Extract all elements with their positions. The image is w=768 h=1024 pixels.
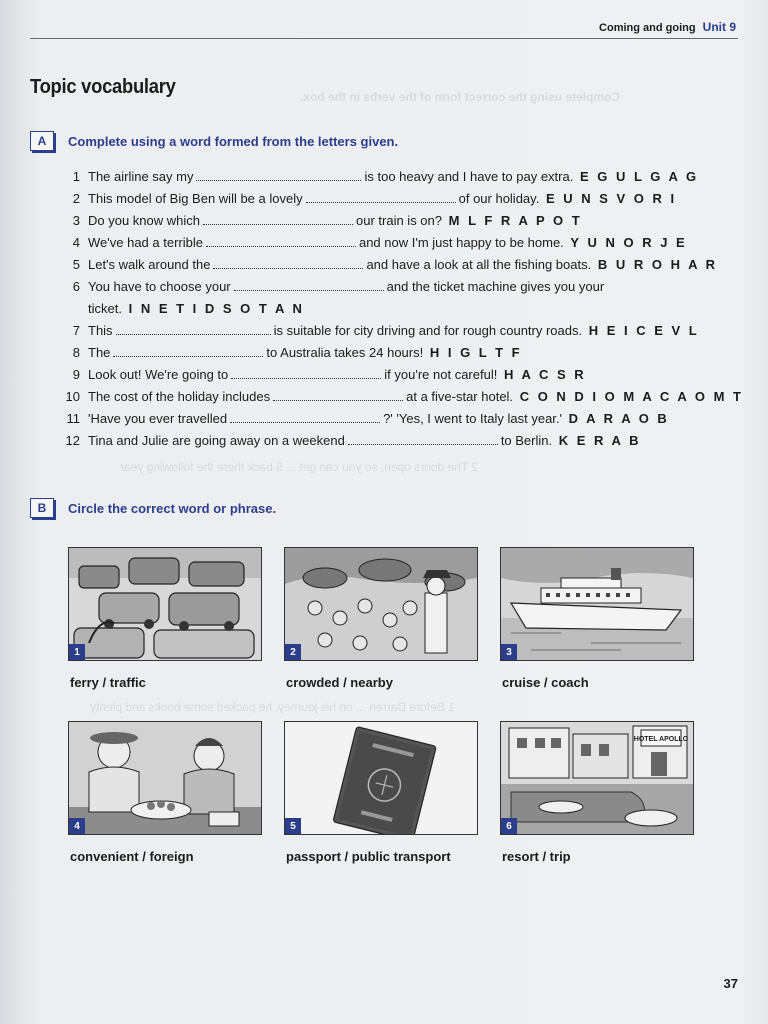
anagram-letters: E G U L G A G [579, 169, 699, 184]
anagram-letters: D A R A O B [568, 411, 670, 426]
section-a-instruction: Complete using a word formed from the letters given. [68, 133, 399, 149]
item-text-after: ?' 'Yes, I went to Italy last year.' [383, 411, 563, 426]
exercise-item-5 [60, 254, 740, 276]
picture-3-caption[interactable]: cruise / coach [502, 675, 589, 690]
anagram-letters: Y U N O R J E [570, 235, 688, 250]
item-text-after: of our holiday. [458, 191, 540, 206]
picture-4-caption[interactable]: convenient / foreign [70, 849, 194, 864]
picture-2-caption[interactable]: crowded / nearby [286, 675, 393, 690]
exercise-item-8 [60, 342, 740, 364]
page-title: Topic vocabulary [30, 76, 176, 98]
answer-blank[interactable] [196, 170, 361, 181]
anagram-letters: C O N D I O M A C A O M T [519, 389, 744, 404]
item-number: 1 [72, 169, 80, 184]
answer-blank[interactable] [116, 324, 271, 335]
item-text-before: Let's walk around the [88, 257, 211, 272]
item-text-before: The airline say my [88, 169, 194, 184]
item-number: 2 [72, 191, 80, 206]
answer-blank[interactable] [230, 412, 380, 423]
item-number: 12 [65, 433, 80, 448]
traffic-jam-illustration [69, 548, 261, 660]
item-text-after: is too heavy and I have to pay extra. [364, 169, 574, 184]
item-text-before: This [88, 323, 113, 338]
item-text-after: and the ticket machine gives you your [386, 279, 605, 294]
exercise-item-3 [60, 210, 740, 232]
item-text-before: You have to choose your [88, 279, 231, 294]
picture-6 [500, 721, 694, 835]
item-text-after: and now I'm just happy to be home. [358, 235, 564, 250]
anagram-letters: B U R O H A R [597, 257, 718, 272]
exercise-item-6 [60, 276, 740, 298]
item-text-before: This model of Big Ben will be a lovely [88, 191, 303, 206]
item-text-before: The [88, 345, 111, 360]
answer-blank[interactable] [206, 236, 356, 247]
section-b-heading [30, 498, 276, 518]
picture-number: 6 [501, 818, 517, 834]
item-number: 10 [65, 389, 80, 404]
answer-blank[interactable] [231, 368, 381, 379]
item-text-before: Look out! We're going to [88, 367, 229, 382]
passport-illustration [285, 722, 477, 834]
item-text-after: at a five-star hotel. [406, 389, 514, 404]
anagram-letters: E U N S V O R I [545, 191, 677, 206]
item-number: 5 [72, 257, 80, 272]
item-text-after: is suitable for city driving and for rough country roads. [273, 323, 583, 338]
anagram-letters: H A C S R [503, 367, 587, 382]
show-through-text: 2 The doors open, so you can get ... 5 back there the following year [120, 460, 479, 474]
exercise-item-9 [60, 364, 740, 386]
item-number: 6 [72, 279, 80, 294]
running-head-section: Coming and going [599, 22, 696, 34]
page-number: 37 [723, 976, 738, 991]
crowded-beach-illustration [285, 548, 477, 660]
picture-5-caption[interactable]: passport / public transport [286, 849, 451, 864]
answer-blank[interactable] [306, 192, 456, 203]
item-number: 4 [72, 235, 80, 250]
picture-6-caption[interactable]: resort / trip [502, 849, 571, 864]
picture-number: 5 [285, 818, 301, 834]
item-number: 7 [72, 323, 80, 338]
picture-5 [284, 721, 478, 835]
item-number: 9 [72, 367, 80, 382]
exercise-item-10 [60, 386, 744, 408]
hotel-sign: HOTEL APOLLO [633, 736, 689, 743]
exercise-item-7 [60, 320, 740, 342]
item-text-before: The cost of the holiday includes [88, 389, 271, 404]
item-text-after: to Australia takes 24 hours! [266, 345, 424, 360]
item-text-after: to Berlin. [500, 433, 553, 448]
item-number: 11 [66, 411, 80, 426]
answer-blank[interactable] [273, 390, 403, 401]
item-text-before: Do you know which [88, 213, 200, 228]
show-through-text: 1 Before Darren ... on his journey, he packed some books and plenty [90, 700, 455, 714]
answer-blank[interactable] [113, 346, 263, 357]
item-text-after: and have a look at all the fishing boats. [366, 257, 592, 272]
show-through-text: Complete using the correct form of the verbs in the box. [300, 90, 621, 104]
item-text-after: if you're not careful! [384, 367, 498, 382]
item-text-before: Tina and Julie are going away on a weekend [88, 433, 345, 448]
item-number: 8 [72, 345, 80, 360]
exercise-item-6-continued [60, 298, 740, 320]
harbour-resort-illustration [501, 722, 693, 834]
section-b-letter: B [30, 498, 54, 518]
picture-number: 3 [501, 644, 517, 660]
picture-number: 4 [69, 818, 85, 834]
exercise-item-12 [60, 430, 740, 452]
picture-2 [284, 547, 478, 661]
exercise-a-list [60, 166, 744, 452]
section-b-instruction: Circle the correct word or phrase. [68, 500, 277, 516]
answer-blank[interactable] [203, 214, 353, 225]
item-text-before: 'Have you ever travelled [88, 411, 228, 426]
running-head [30, 20, 738, 39]
item-text-continued: ticket. [88, 301, 122, 316]
cruise-ship-illustration [501, 548, 693, 660]
section-a-heading [30, 131, 398, 151]
picture-3 [500, 547, 694, 661]
exercise-item-1 [60, 166, 740, 188]
foreign-food-illustration [69, 722, 261, 834]
exercise-item-4 [60, 232, 740, 254]
anagram-letters: H I G L T F [429, 345, 523, 360]
answer-blank[interactable] [213, 258, 363, 269]
anagram-letters: H E I C E V L [588, 323, 700, 338]
section-a-letter: A [30, 131, 54, 151]
answer-blank[interactable] [234, 280, 384, 291]
item-text-after: our train is on? [356, 213, 442, 228]
picture-number: 2 [285, 644, 301, 660]
anagram-letters: I N E T I D S O T A N [128, 301, 305, 316]
answer-blank[interactable] [348, 434, 498, 445]
item-text-before: We've had a terrible [88, 235, 203, 250]
picture-number: 1 [69, 644, 85, 660]
picture-4 [68, 721, 262, 835]
anagram-letters: K E R A B [558, 433, 641, 448]
running-head-unit: Unit 9 [702, 20, 736, 34]
exercise-item-2 [60, 188, 740, 210]
picture-1 [68, 547, 262, 661]
item-number: 3 [72, 213, 80, 228]
anagram-letters: M L F R A P O T [448, 213, 583, 228]
exercise-item-11 [60, 408, 740, 430]
picture-1-caption[interactable]: ferry / traffic [70, 675, 146, 690]
